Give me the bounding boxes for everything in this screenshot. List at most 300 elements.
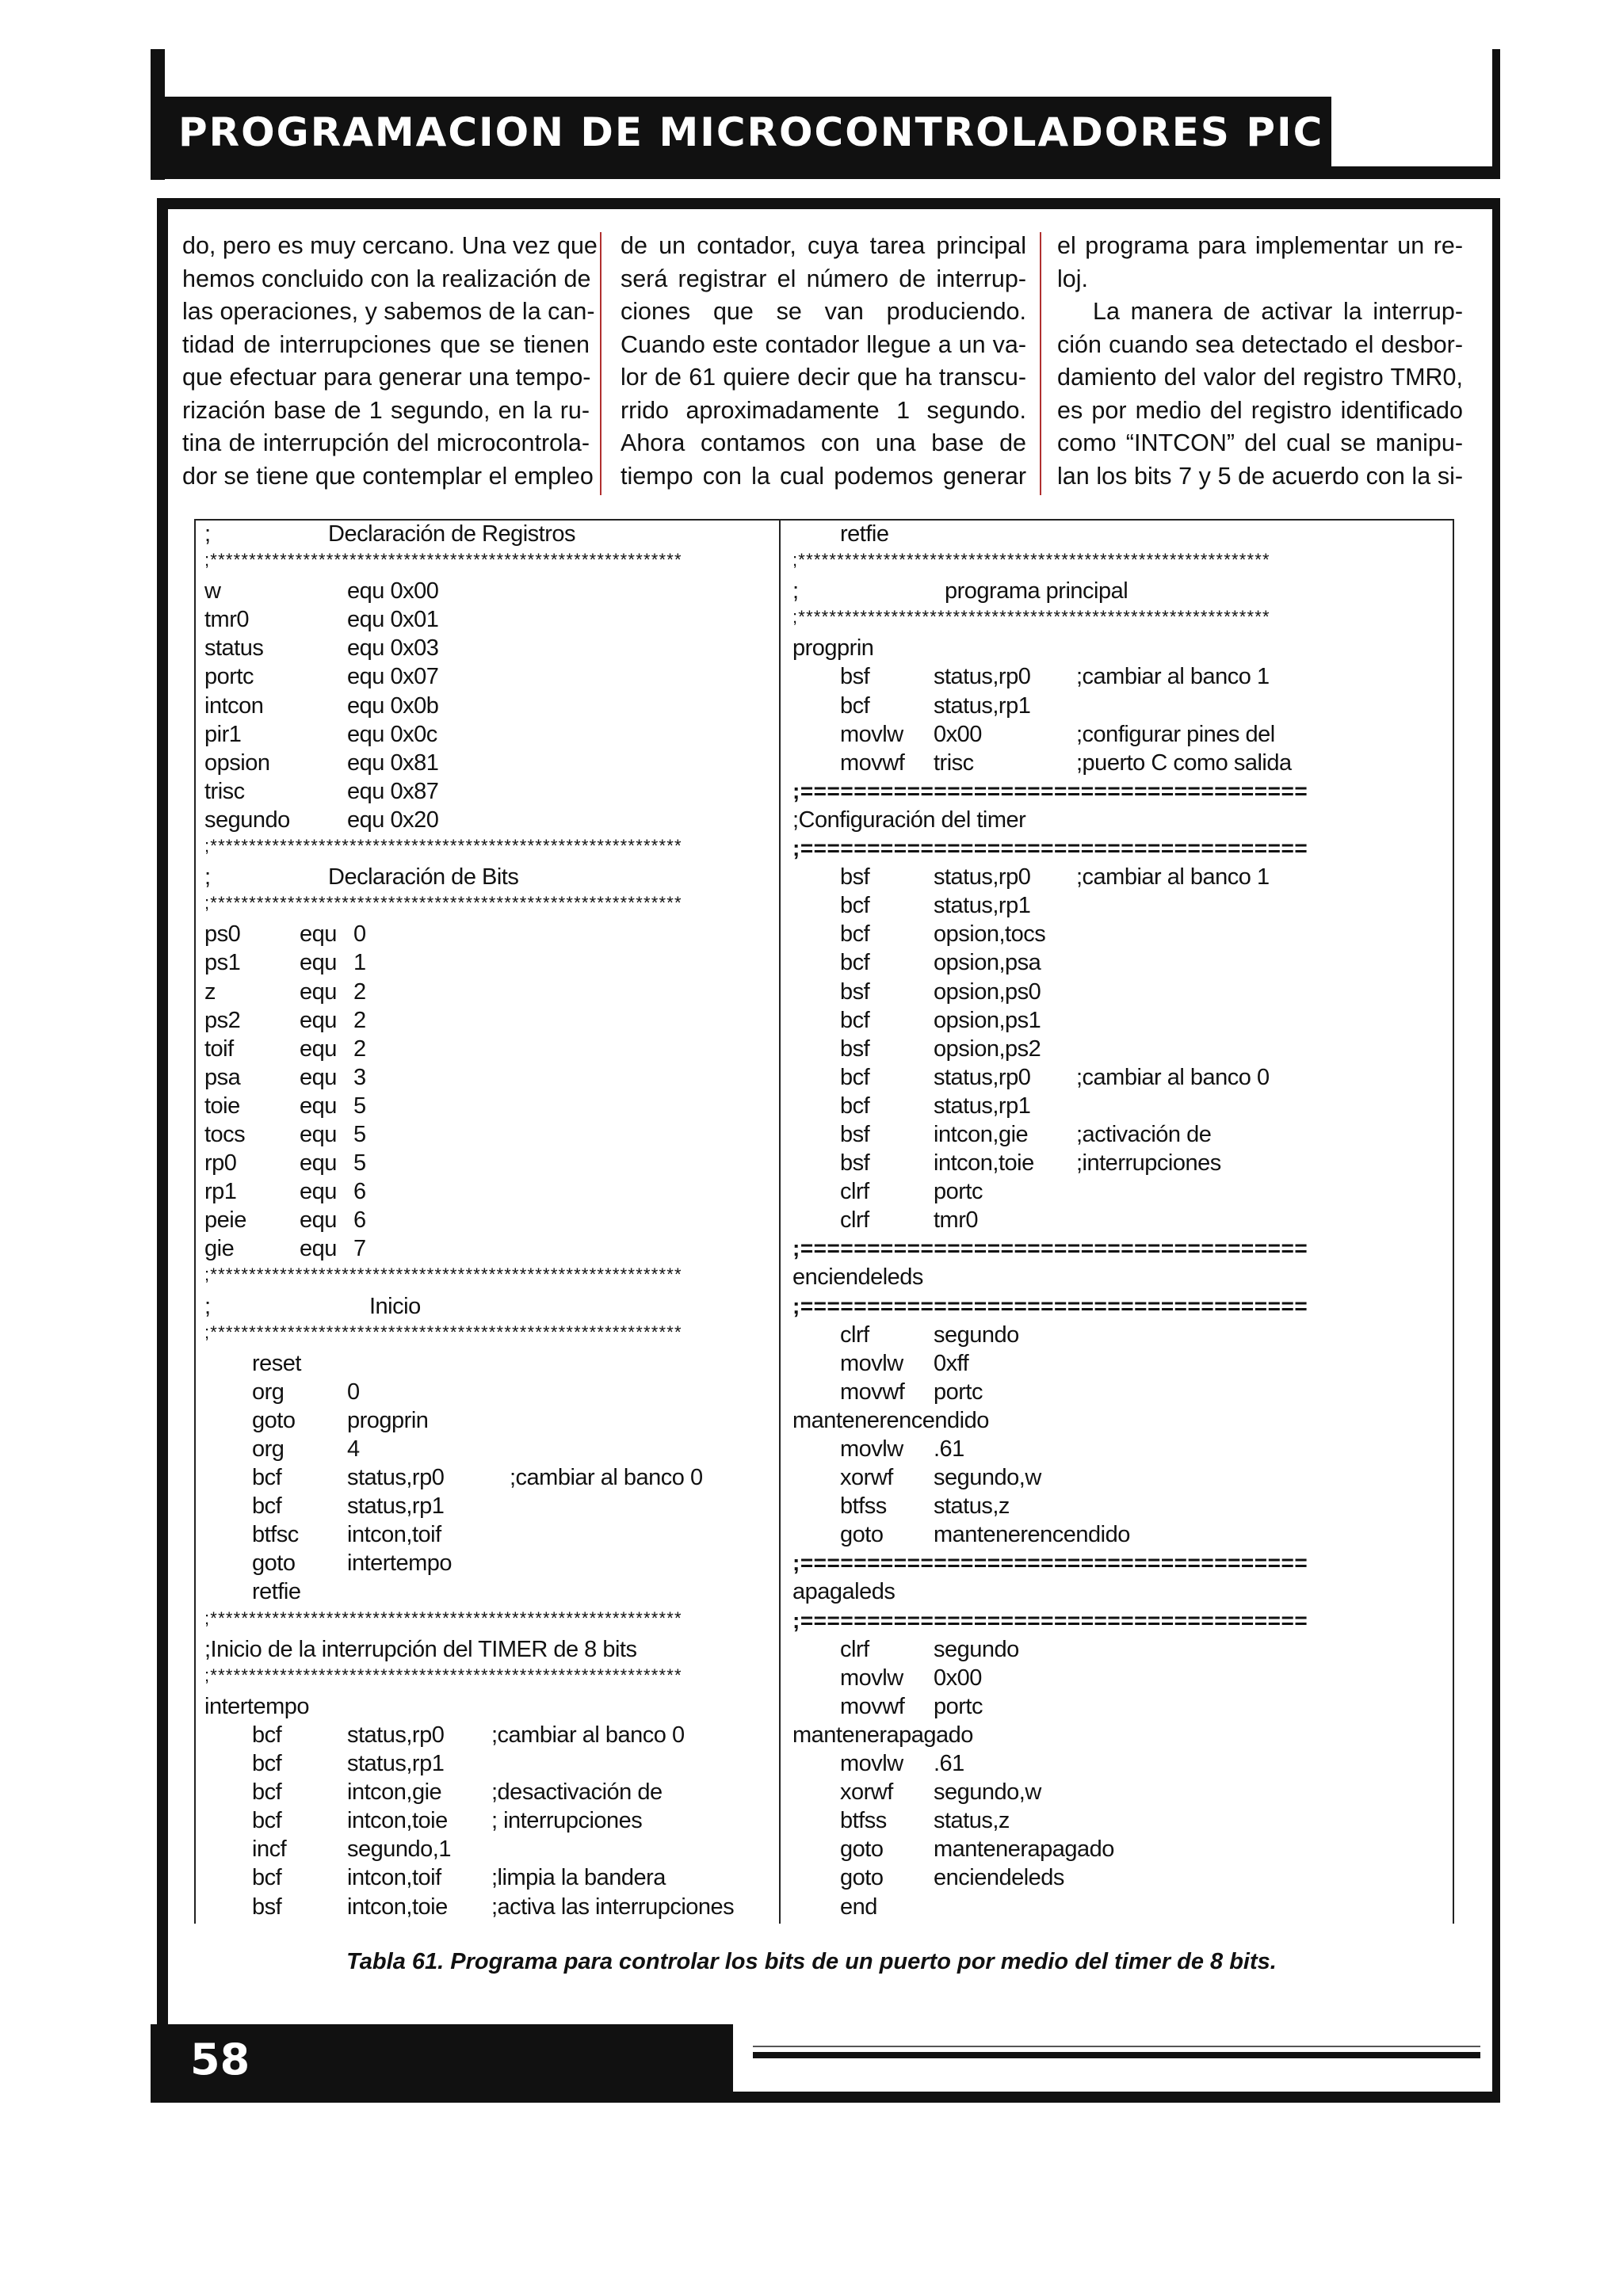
comment-separator: ;************************************************************* <box>204 550 682 570</box>
code-line <box>792 605 1450 634</box>
bit-name: toie <box>204 1093 240 1119</box>
instruction: btfss <box>840 1808 887 1834</box>
operand: intcon,gie <box>347 1779 442 1806</box>
instruction: bsf <box>252 1894 282 1920</box>
code-box-divider <box>779 519 781 1924</box>
code-line <box>792 777 1450 806</box>
code-line <box>792 520 1450 548</box>
section-heading: Declaración de Bits <box>328 864 519 891</box>
code-line <box>204 1664 775 1692</box>
bit-name: rp0 <box>204 1150 237 1177</box>
comment-separator: ;====================================== <box>792 1550 1308 1576</box>
operand: portc <box>934 1379 983 1405</box>
operand: .61 <box>934 1751 964 1777</box>
operand: .61 <box>934 1436 964 1462</box>
operand: 0 <box>347 1379 360 1405</box>
code-line <box>792 1520 1450 1549</box>
code-line <box>792 1749 1450 1778</box>
instruction: reset <box>252 1350 301 1376</box>
text-line: hemos concluido con la realización de <box>182 265 591 292</box>
operand: intcon,toie <box>347 1808 448 1834</box>
instruction: goto <box>252 1550 296 1577</box>
instruction: bcf <box>252 1493 282 1520</box>
code-line <box>204 1349 775 1378</box>
code-line <box>204 1149 775 1177</box>
code-line <box>792 1035 1450 1063</box>
code-line <box>792 1893 1450 1921</box>
text-line: do, pero es muy cercano. Una vez que <box>182 232 598 259</box>
code-line <box>204 978 775 1006</box>
operand: 0xff <box>934 1350 969 1376</box>
bit-name: ps0 <box>204 921 241 948</box>
code-line <box>792 1463 1450 1492</box>
comment-marker: ; <box>204 521 211 547</box>
code-line <box>792 806 1450 834</box>
instruction: movlw <box>840 1350 903 1376</box>
bit-value: 1 <box>353 950 366 976</box>
equ-keyword: equ <box>300 1150 337 1177</box>
code-line <box>204 1721 775 1749</box>
operand: opsion,ps0 <box>934 978 1041 1005</box>
code-comment: ;desactivación de <box>491 1779 663 1806</box>
equ-keyword: equ <box>300 1035 337 1062</box>
instruction: bsf <box>840 1150 870 1177</box>
code-line <box>204 1263 775 1291</box>
code-line <box>792 863 1450 891</box>
instruction: btfss <box>840 1493 887 1520</box>
bit-value: 5 <box>353 1150 366 1177</box>
code-line <box>792 662 1450 691</box>
code-line <box>204 634 775 662</box>
text-column-1 <box>182 230 598 493</box>
comment-separator: ;************************************************************* <box>204 1608 682 1628</box>
equ-keyword: equ <box>300 921 337 948</box>
comment-marker: ; <box>204 1293 211 1319</box>
code-line <box>204 1321 775 1349</box>
code-label: enciendeleds <box>792 1264 923 1291</box>
operand: opsion,ps1 <box>934 1007 1041 1033</box>
instruction: bcf <box>840 692 870 719</box>
bit-value: 2 <box>353 1007 366 1033</box>
code-line <box>792 891 1450 920</box>
frame-right <box>1492 198 1500 2100</box>
code-line <box>792 1692 1450 1721</box>
text-line: Cuando este contador llegue a un va- <box>621 330 1026 358</box>
code-line <box>792 1263 1450 1291</box>
instruction: xorwf <box>840 1779 893 1806</box>
comment-separator: ;====================================== <box>792 1293 1308 1318</box>
text-line: rización base de 1 segundo, en la ru- <box>182 396 590 424</box>
operand: status,rp0 <box>934 1064 1031 1090</box>
code-line <box>792 834 1450 863</box>
operand: status,rp0 <box>347 1722 445 1748</box>
register-name: opsion <box>204 749 270 776</box>
code-line <box>792 1549 1450 1577</box>
comment-separator: ;************************************************************* <box>204 836 682 856</box>
text-line: Ahora contamos con una base de <box>621 429 1026 456</box>
code-line <box>204 1607 775 1635</box>
code-line <box>204 1292 775 1321</box>
code-line <box>204 1177 775 1206</box>
text-line: La manera de activar la interrup- <box>1093 298 1463 325</box>
operand: status,rp1 <box>347 1493 445 1520</box>
operand: status,rp0 <box>934 664 1031 690</box>
instruction: goto <box>252 1407 296 1433</box>
operand: status,rp1 <box>934 1093 1031 1119</box>
code-line <box>792 1234 1450 1263</box>
register-name: status <box>204 635 264 662</box>
column-separator <box>600 232 601 495</box>
comment-marker: ; <box>792 578 799 605</box>
code-line <box>204 1749 775 1778</box>
operand: status,rp1 <box>347 1751 445 1777</box>
code-line <box>792 1492 1450 1520</box>
code-line <box>792 1206 1450 1234</box>
code-line <box>204 1806 775 1835</box>
code-line <box>792 1006 1450 1035</box>
operand: status,rp1 <box>934 692 1031 719</box>
instruction: bcf <box>840 893 870 919</box>
code-line <box>204 863 775 891</box>
bit-value: 5 <box>353 1093 366 1119</box>
code-line <box>792 720 1450 749</box>
operand: status,rp1 <box>934 893 1031 919</box>
bit-name: z <box>204 978 216 1005</box>
bit-value: 2 <box>353 978 366 1005</box>
bit-name: rp1 <box>204 1179 237 1205</box>
instruction: movwf <box>840 1693 905 1719</box>
code-line <box>204 891 775 920</box>
text-line: de un contador, cuya tarea principal <box>621 232 1026 259</box>
code-line <box>792 1664 1450 1692</box>
instruction: bsf <box>840 664 870 690</box>
instruction: end <box>840 1894 877 1920</box>
text-line: es por medio del registro identificado <box>1057 396 1463 424</box>
instruction: bcf <box>252 1865 282 1891</box>
code-line <box>204 577 775 605</box>
comment-separator: ;************************************************************* <box>792 607 1270 627</box>
code-line <box>792 749 1450 777</box>
bit-value: 5 <box>353 1121 366 1147</box>
equ-keyword: equ <box>300 1236 337 1262</box>
bit-name: ps1 <box>204 950 241 976</box>
instruction: movlw <box>840 1665 903 1691</box>
operand: 0x00 <box>934 721 982 747</box>
operand: 4 <box>347 1436 360 1462</box>
instruction: bcf <box>252 1808 282 1834</box>
instruction: clrf <box>840 1179 869 1205</box>
code-line <box>792 1435 1450 1463</box>
operand: segundo,w <box>934 1465 1041 1491</box>
code-label: ;Inicio de la interrupción del TIMER de 8 bits <box>204 1636 637 1662</box>
footer-rule-thin <box>753 2046 1480 2047</box>
instruction: bsf <box>840 1035 870 1062</box>
code-comment: ;cambiar al banco 0 <box>491 1722 685 1748</box>
equ-keyword: equ <box>300 950 337 976</box>
text-column-3 <box>1057 230 1463 493</box>
code-line <box>204 1778 775 1806</box>
operand: portc <box>934 1179 983 1205</box>
operand: progprin <box>347 1407 429 1433</box>
code-line <box>792 1577 1450 1606</box>
code-comment: ;activa las interrupciones <box>491 1894 735 1920</box>
code-comment: ;configurar pines del <box>1076 721 1275 747</box>
equ-keyword: equ <box>300 1093 337 1119</box>
text-line: el programa para implementar un re- <box>1057 232 1463 259</box>
instruction: xorwf <box>840 1465 893 1491</box>
code-comment: ;cambiar al banco 0 <box>510 1465 703 1491</box>
code-line <box>792 548 1450 577</box>
code-line <box>204 1234 775 1263</box>
text-line: lan los bits 7 y 5 de acuerdo con la si- <box>1057 462 1463 490</box>
instruction: bsf <box>840 978 870 1005</box>
comment-separator: ;====================================== <box>792 778 1308 803</box>
code-label: intertempo <box>204 1693 310 1719</box>
code-listing-left <box>204 520 775 1921</box>
column-separator <box>1040 232 1041 495</box>
instruction: org <box>252 1436 285 1462</box>
code-line <box>204 548 775 577</box>
register-address: equ 0x01 <box>347 607 439 633</box>
register-address: equ 0x03 <box>347 635 439 662</box>
instruction: retfie <box>840 521 889 547</box>
code-line <box>204 1549 775 1577</box>
comment-separator: ;====================================== <box>792 836 1308 861</box>
operand: mantenerapagado <box>934 1836 1114 1863</box>
comment-separator: ;====================================== <box>792 1236 1308 1261</box>
instruction: bcf <box>840 1064 870 1090</box>
register-name: pir1 <box>204 721 242 747</box>
text-line: será registrar el número de interrup- <box>621 265 1026 292</box>
section-heading: Declaración de Registros <box>328 521 575 547</box>
code-line <box>792 1321 1450 1349</box>
code-line <box>204 1863 775 1892</box>
text-line: tiempo con la cual podemos generar <box>621 462 1026 490</box>
code-line <box>204 1435 775 1463</box>
text-line: que efectuar para generar una tempo- <box>182 364 591 391</box>
register-name: intcon <box>204 692 264 719</box>
operand: segundo,1 <box>347 1836 451 1863</box>
instruction: bcf <box>252 1779 282 1806</box>
code-line <box>204 806 775 834</box>
operand: 0x00 <box>934 1665 982 1691</box>
operand: portc <box>934 1693 983 1719</box>
code-label: mantenerapagado <box>792 1722 973 1748</box>
register-address: equ 0x0b <box>347 692 439 719</box>
section-heading: Inicio <box>369 1293 421 1319</box>
instruction: bcf <box>840 1093 870 1119</box>
code-line <box>204 749 775 777</box>
comment-marker: ; <box>204 864 211 891</box>
register-address: equ 0x87 <box>347 778 439 804</box>
text-column-2 <box>621 230 1026 493</box>
comment-separator: ;************************************************************* <box>204 1665 682 1685</box>
register-address: equ 0x20 <box>347 807 439 833</box>
text-line: tina de interrupción del microcontrola- <box>182 429 590 456</box>
code-comment: ;interrupciones <box>1076 1150 1221 1177</box>
equ-keyword: equ <box>300 1007 337 1033</box>
code-line <box>204 1092 775 1120</box>
code-line <box>204 1577 775 1606</box>
code-box-left <box>194 519 196 1924</box>
operand: intcon,toif <box>347 1522 441 1548</box>
code-line <box>204 662 775 691</box>
code-line <box>792 1092 1450 1120</box>
code-line <box>204 1120 775 1149</box>
code-line <box>792 1149 1450 1177</box>
instruction: clrf <box>840 1207 869 1234</box>
code-line <box>204 720 775 749</box>
equ-keyword: equ <box>300 1179 337 1205</box>
code-line <box>792 692 1450 720</box>
code-line <box>792 577 1450 605</box>
operand: segundo,w <box>934 1779 1041 1806</box>
operand: segundo <box>934 1322 1019 1348</box>
frame-left <box>157 198 168 2100</box>
operand: status,z <box>934 1808 1010 1834</box>
bit-name: ps2 <box>204 1007 241 1033</box>
bit-name: psa <box>204 1064 241 1090</box>
equ-keyword: equ <box>300 1064 337 1090</box>
operand: intcon,toie <box>934 1150 1034 1177</box>
comment-separator: ;************************************************************* <box>792 550 1270 570</box>
register-name: w <box>204 578 221 605</box>
instruction: incf <box>252 1836 287 1863</box>
code-line <box>792 1806 1450 1835</box>
code-line <box>204 1035 775 1063</box>
code-label: progprin <box>792 635 874 662</box>
instruction: retfie <box>252 1579 301 1605</box>
bit-name: toif <box>204 1035 234 1062</box>
code-line <box>792 1177 1450 1206</box>
register-name: segundo <box>204 807 290 833</box>
text-line: loj. <box>1057 265 1088 292</box>
code-line <box>204 777 775 806</box>
instruction: org <box>252 1379 285 1405</box>
frame-top <box>157 198 1500 209</box>
bit-value: 3 <box>353 1064 366 1090</box>
instruction: bcf <box>252 1722 282 1748</box>
page-number: 58 <box>190 2035 250 2084</box>
operand: intcon,gie <box>934 1121 1029 1147</box>
code-line <box>792 948 1450 977</box>
code-line <box>792 1063 1450 1092</box>
operand: opsion,tocs <box>934 921 1046 948</box>
code-line <box>204 1206 775 1234</box>
code-line <box>792 1635 1450 1664</box>
text-line: ciones que se van produciendo. <box>621 298 1026 325</box>
code-listing-right <box>792 520 1450 1921</box>
code-line <box>792 1778 1450 1806</box>
equ-keyword: equ <box>300 1207 337 1234</box>
comment-separator: ;************************************************************* <box>204 1322 682 1342</box>
page-title: PROGRAMACION DE MICROCONTROLADORES PIC <box>178 109 1324 155</box>
code-comment: ;puerto C como salida <box>1076 749 1292 776</box>
code-line <box>204 1692 775 1721</box>
code-line <box>204 1063 775 1092</box>
instruction: goto <box>840 1836 884 1863</box>
text-line: como “INTCON” del cual se manipu- <box>1057 429 1463 456</box>
bit-name: tocs <box>204 1121 246 1147</box>
operand: status,rp0 <box>934 864 1031 891</box>
comment-separator: ;************************************************************* <box>204 1264 682 1285</box>
instruction: bsf <box>840 864 870 891</box>
bit-value: 6 <box>353 1179 366 1205</box>
code-line <box>792 1120 1450 1149</box>
code-line <box>792 1378 1450 1406</box>
text-line: lor de 61 quiere decir que ha transcu- <box>621 364 1026 391</box>
instruction: bcf <box>840 1007 870 1033</box>
code-line <box>204 605 775 634</box>
instruction: bsf <box>840 1121 870 1147</box>
operand: intcon,toie <box>347 1894 448 1920</box>
code-line <box>204 1520 775 1549</box>
code-line <box>204 834 775 863</box>
code-line <box>204 920 775 948</box>
text-line: las operaciones, y sabemos de la can- <box>182 298 595 325</box>
operand: status,z <box>934 1493 1010 1520</box>
text-line: damiento del valor del registro TMR0, <box>1057 364 1463 391</box>
code-line <box>204 1378 775 1406</box>
code-line <box>204 520 775 548</box>
footer-rule <box>753 2052 1480 2058</box>
instruction: goto <box>840 1522 884 1548</box>
code-line <box>204 1893 775 1921</box>
instruction: bcf <box>252 1465 282 1491</box>
instruction: movlw <box>840 1436 903 1462</box>
code-line <box>204 1635 775 1664</box>
code-label: apagaleds <box>792 1579 896 1605</box>
code-line <box>204 1492 775 1520</box>
operand: opsion,psa <box>934 950 1041 976</box>
code-line <box>792 1721 1450 1749</box>
operand: intertempo <box>347 1550 453 1577</box>
code-comment: ;cambiar al banco 0 <box>1076 1064 1270 1090</box>
instruction: movlw <box>840 1751 903 1777</box>
code-line <box>792 634 1450 662</box>
register-address: equ 0x07 <box>347 664 439 690</box>
header-underline <box>151 166 1500 179</box>
bit-value: 7 <box>353 1236 366 1262</box>
code-comment: ;limpia la bandera <box>491 1865 666 1891</box>
comment-separator: ;************************************************************* <box>204 893 682 913</box>
comment-separator: ;====================================== <box>792 1608 1308 1633</box>
operand: trisc <box>934 749 974 776</box>
bit-name: peie <box>204 1207 246 1234</box>
equ-keyword: equ <box>300 978 337 1005</box>
code-line <box>792 1292 1450 1321</box>
code-line <box>792 978 1450 1006</box>
text-line: rrido aproximadamente 1 segundo. <box>621 396 1026 424</box>
instruction: movwf <box>840 749 905 776</box>
bit-value: 2 <box>353 1035 366 1062</box>
register-address: equ 0x00 <box>347 578 439 605</box>
operand: enciendeleds <box>934 1865 1064 1891</box>
code-label: mantenerencendido <box>792 1407 989 1433</box>
instruction: goto <box>840 1865 884 1891</box>
code-line <box>204 692 775 720</box>
text-line: tidad de interrupciones que se tienen <box>182 330 590 358</box>
operand: mantenerencendido <box>934 1522 1130 1548</box>
code-comment: ;activación de <box>1076 1121 1212 1147</box>
register-name: portc <box>204 664 254 690</box>
code-line <box>204 1006 775 1035</box>
code-line <box>792 1607 1450 1635</box>
instruction: movlw <box>840 721 903 747</box>
instruction: bcf <box>840 950 870 976</box>
section-heading: programa principal <box>945 578 1128 605</box>
operand: intcon,toif <box>347 1865 441 1891</box>
